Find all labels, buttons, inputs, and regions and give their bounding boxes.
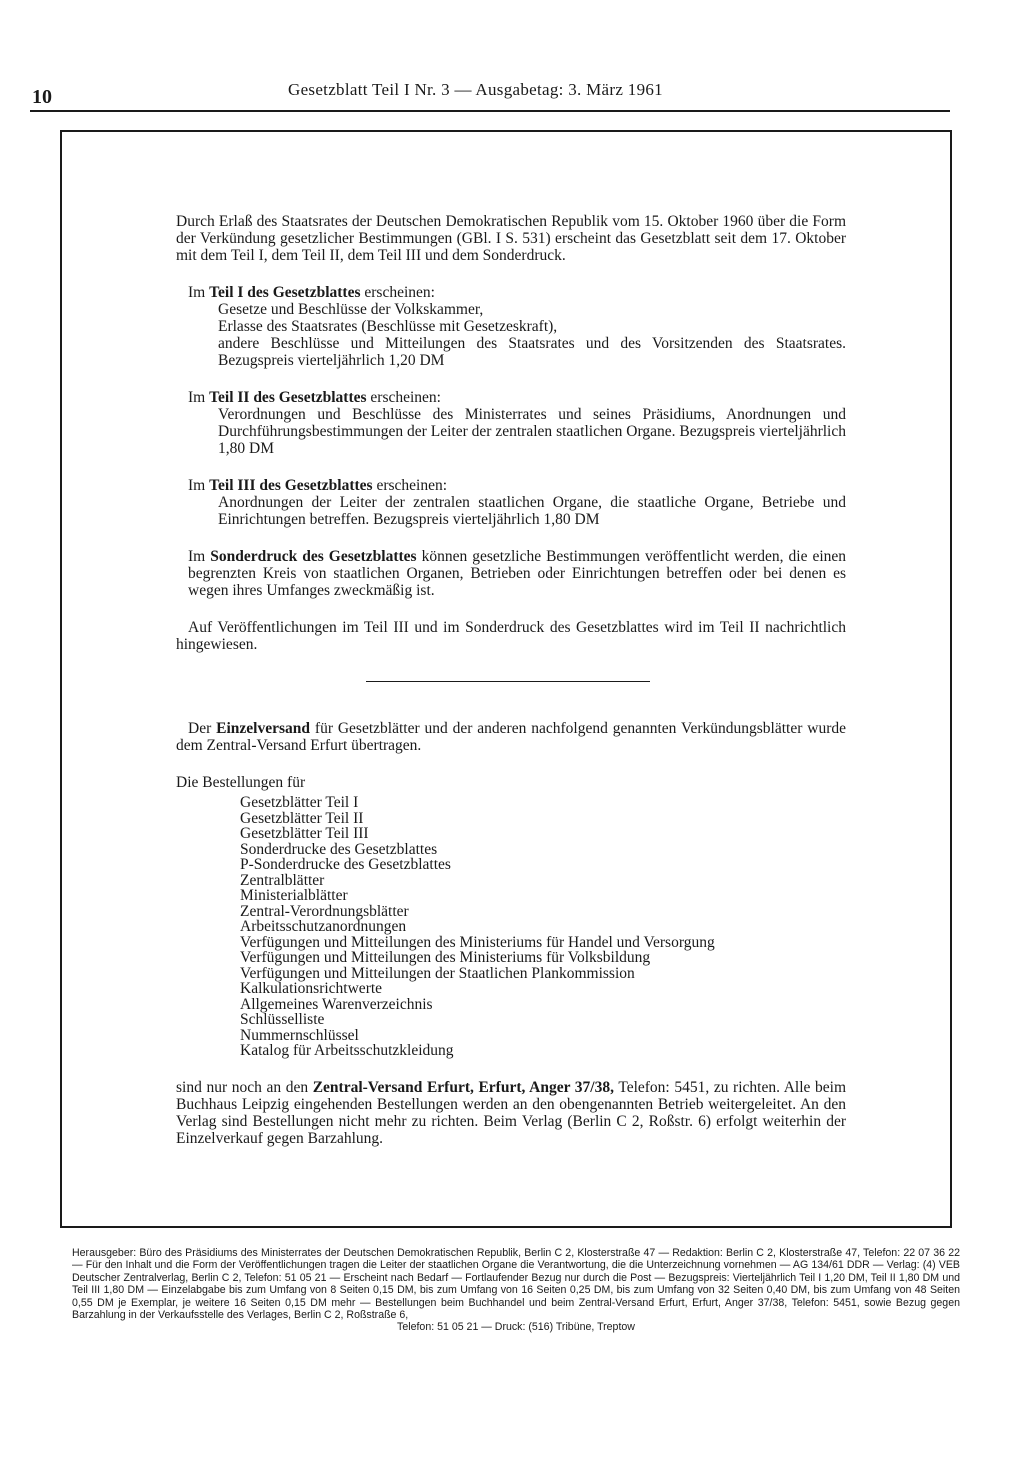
list-item: Verfügungen und Mitteilungen des Ministeriums für Handel und Versorgung bbox=[240, 933, 715, 951]
list-item: Katalog für Arbeitsschutzkleidung bbox=[240, 1042, 454, 1059]
heading-suffix: erscheinen: bbox=[364, 284, 435, 301]
publication-note: Auf Veröffentlichungen im Teil III und im Sonderdruck des Gesetzblattes wird im Teil II nachrichtlich hingewiesen. bbox=[176, 619, 846, 653]
list-item: Gesetzblätter Teil I bbox=[240, 794, 359, 811]
orders-intro: Die Bestellungen für bbox=[176, 774, 306, 791]
list-item: Gesetze und Beschlüsse der Volkskammer, bbox=[218, 301, 484, 318]
list-item: P-Sonderdrucke des Gesetzblattes bbox=[240, 856, 451, 873]
list-item: Schlüsselliste bbox=[240, 1011, 325, 1028]
section-heading bbox=[188, 477, 846, 494]
list-item: Sonderdrucke des Gesetzblattes bbox=[240, 840, 438, 858]
footer-text: Herausgeber: Büro des Präsidiums des Ministerrates der Deutschen Demokratischen Republik, Berlin C 2, Klosterstraße 47 — Redaktion: Berlin C 2, Klosterstraße 47, Telefon: 22 07 36 22 — Für den Inhalt und die Form der Veröffentlichungen tragen die Leiter der staatlichen Organe die Verantwortung, die die Unterzeichnung vornehmen — AG 134/61 DDR — Verlag: (4) VEB Deutscher Zentralverlag, Berlin C 2, Telefon: 51 05 21 — Erscheint nach Bedarf — Fortlaufender Bezug nur durch die Post — Bezugspreis: Vierteljährlich Teil I 1,20 DM, Teil II 1,80 DM und Teil III 1,80 DM — Einzelabgabe bis zum Umfang von 8 Seiten 0,15 DM, bis zum Umfang von 16 Seiten 0,25 DM, bis zum Umfang von 32 Seiten 0,40 DM, bis zum Umfang von 48 Seiten 0,55 DM je Exemplar, je weitere 16 Seiten 0,15 DM mehr — Bestellungen beim Buchhandel und beim Zentral-Versand Erfurt, Erfurt, Anger 37/38, Telefon: 5451, sowie Bezug gegen Barzahlung in der Verkaufsstelle des Verlages, Berlin C 2, Roßstraße 6, bbox=[72, 1247, 960, 1322]
list-item: Gesetzblätter Teil III bbox=[240, 825, 369, 842]
heading-prefix: Im bbox=[188, 389, 206, 406]
section-teil-3 bbox=[176, 477, 846, 528]
list-item: Verfügungen und Mitteilungen der Staatlichen Plankommission bbox=[240, 964, 635, 982]
heading-suffix: erscheinen: bbox=[376, 477, 448, 494]
section-heading bbox=[188, 389, 846, 406]
list-item: Allgemeines Warenverzeichnis bbox=[240, 995, 433, 1013]
list-item: Zentralblätter bbox=[240, 871, 325, 889]
heading-prefix: Im bbox=[188, 477, 206, 494]
heading-title: Teil I des Gesetzblattes bbox=[209, 284, 361, 301]
section-heading bbox=[188, 284, 846, 301]
einzelversand-prefix: Der bbox=[188, 720, 212, 737]
heading-suffix: erscheinen: bbox=[370, 389, 441, 406]
einzelversand-bold: Einzelversand bbox=[216, 720, 311, 737]
footer-last-line: Telefon: 51 05 21 — Druck: (516) Tribüne, Treptow bbox=[397, 1321, 635, 1334]
page-number: 10 bbox=[32, 86, 52, 108]
heading-title: Sonderdruck des Gesetzblattes bbox=[210, 548, 417, 565]
closing-address: Zentral-Versand Erfurt, Erfurt, Anger 37/38, bbox=[312, 1078, 614, 1096]
list-item: Verfügungen und Mitteilungen des Ministeriums für Volksbildung bbox=[240, 949, 651, 966]
heading-title: Teil II des Gesetzblattes bbox=[209, 389, 367, 406]
einzelversand-text: für Gesetzblätter und der anderen nachfolgend genannten Verkündungsblätter wurde dem Zentral-Versand Erfurt übertragen. bbox=[176, 720, 847, 754]
heading-prefix: Im bbox=[188, 548, 206, 565]
heading-title: Teil III des Gesetzblattes bbox=[209, 477, 373, 494]
heading-prefix: Im bbox=[188, 284, 206, 301]
list-item: Kalkulationsrichtwerte bbox=[240, 980, 383, 997]
section-body: Anordnungen der Leiter der zentralen staatlichen Organe, die staatliche Organe, Betriebe und Einrichtungen betreffen. Bezugspreis vierteljährlich 1,80 DM bbox=[218, 494, 846, 528]
section-sonderdruck bbox=[176, 548, 846, 599]
intro-paragraph: Durch Erlaß des Staatsrates der Deutschen Demokratischen Republik vom 15. Oktober 1960 über die Form der Verkündung gesetzlicher Bestimmungen (GBl. I S. 531) erscheint das Gesetzblatt seit dem 17. Oktober mit dem Teil I, dem Teil II, dem Teil III und dem Sonderdruck. bbox=[176, 213, 846, 264]
section-teil-1 bbox=[176, 284, 846, 369]
closing-prefix: sind nur noch an den bbox=[176, 1078, 309, 1096]
sonderdruck-paragraph bbox=[188, 548, 846, 599]
closing-text: Telefon: 5451, zu richten. Alle beim Buchhaus Leipzig eingehenden Bestellungen werden an den obengenannten Betrieb weitergeleitet. An den Verlag sind Bestellungen nicht mehr zu richten. Beim Verlag (Berlin C 2, Roßstr. 6) erfolgt weiterhin der Einzelverkauf gegen Barzahlung. bbox=[176, 1078, 847, 1147]
publisher-footer bbox=[72, 1247, 960, 1334]
list-item: Erlasse des Staatsrates (Beschlüsse mit Gesetzeskraft), bbox=[218, 318, 558, 335]
section-teil-2 bbox=[176, 389, 846, 457]
sonderdruck-text: können gesetzliche Bestimmungen veröffentlicht werden, die einen begrenzten Kreis von staatlichen Organen, Betrieben oder Einrichtungen betreffen oder bei denen es wegen ihres Umfanges zweckmäßig ist. bbox=[188, 548, 847, 599]
main-content bbox=[176, 213, 846, 1147]
list-item: Nummernschlüssel bbox=[240, 1026, 359, 1044]
list-item: Gesetzblätter Teil II bbox=[240, 809, 364, 827]
orders-list bbox=[240, 795, 846, 1059]
section-body bbox=[218, 301, 846, 369]
list-item: Arbeitsschutzanordnungen bbox=[240, 918, 407, 935]
list-item: Ministerialblätter bbox=[240, 887, 348, 904]
list-item: andere Beschlüsse und Mitteilungen des Staatsrates und des Vorsitzenden des Staatsrates. Bezugspreis vierteljährlich 1,20 DM bbox=[218, 335, 846, 369]
closing-paragraph bbox=[176, 1079, 846, 1147]
section-body: Verordnungen und Beschlüsse des Ministerrates und seines Präsidiums, Anordnungen und Durchführungsbestimmungen der Leiter der zentralen staatlichen Organe. Bezugspreis vierteljährlich 1,80 DM bbox=[218, 406, 846, 457]
section-divider bbox=[366, 681, 650, 682]
einzelversand-paragraph bbox=[176, 720, 846, 754]
header-rule bbox=[30, 110, 950, 112]
list-item: Zentral-Verordnungsblätter bbox=[240, 902, 409, 920]
page-header-title: Gesetzblatt Teil I Nr. 3 — Ausgabetag: 3. März 1961 bbox=[288, 80, 663, 99]
